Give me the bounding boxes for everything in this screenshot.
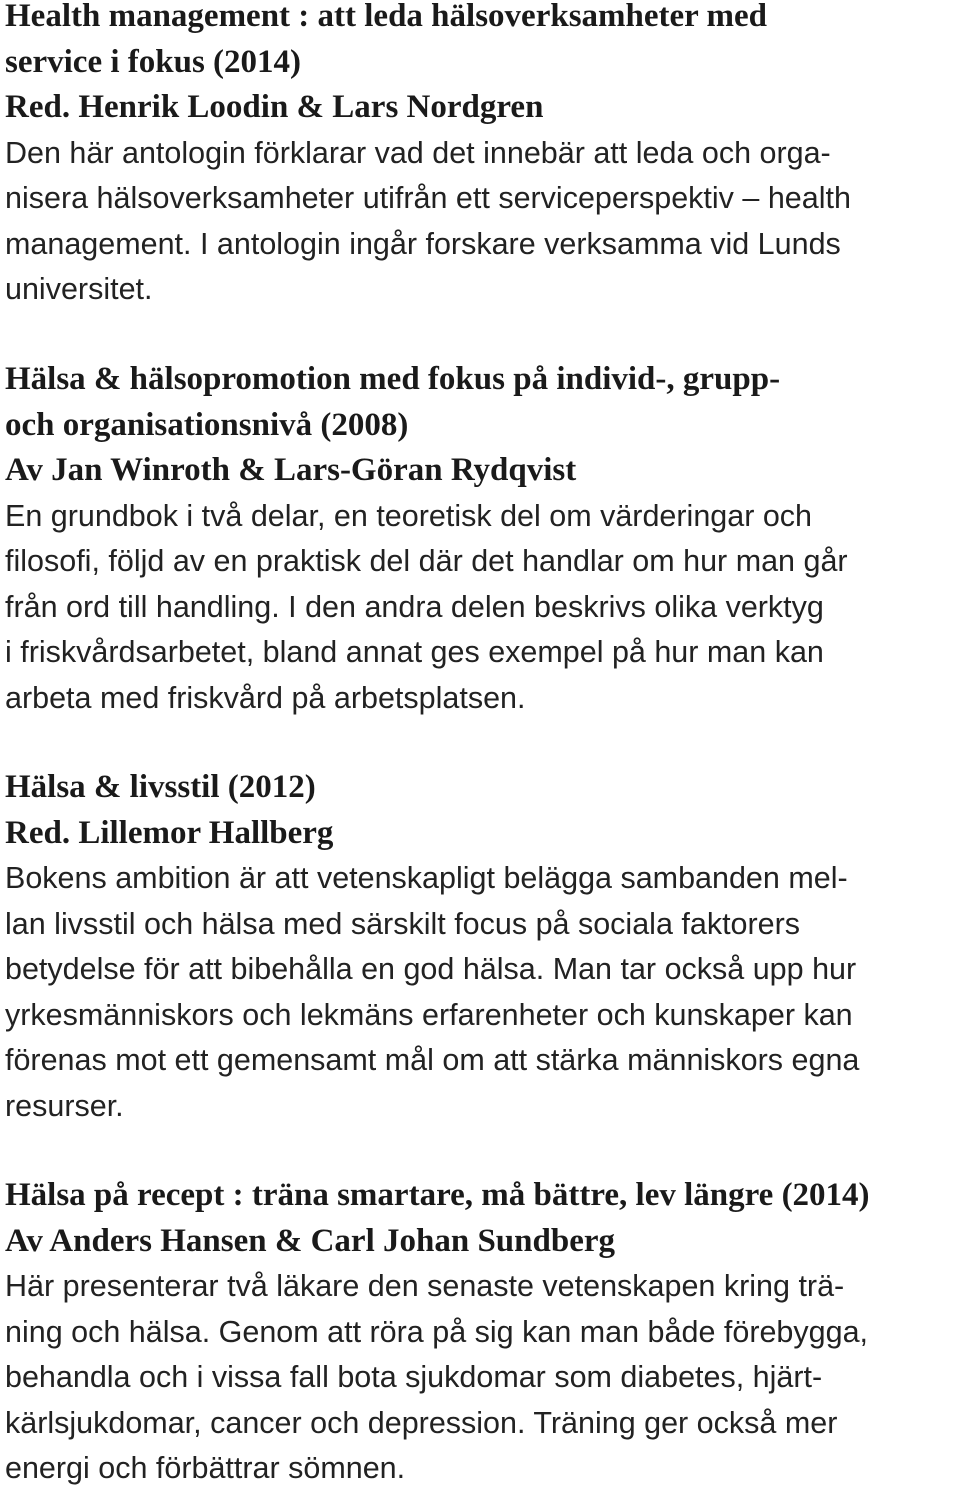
- book-title: Hälsa & livsstil (2012): [5, 769, 316, 805]
- book-author: Av Anders Hansen & Carl Johan Sundberg: [5, 1222, 616, 1259]
- book-description: management. I antologin ingår forskare verksamma vid Lunds: [5, 226, 841, 261]
- book-description: förenas mot ett gemensamt mål om att stärka människors egna: [5, 1043, 860, 1077]
- book-description: Här presenterar två läkare den senaste vetenskapen kring trä-: [5, 1269, 845, 1303]
- book-description: nisera hälsoverksamheter utifrån ett serviceperspektiv – health: [5, 181, 851, 215]
- book-title: service i fokus (2014): [5, 43, 302, 80]
- book-description: resurser.: [5, 1088, 124, 1123]
- book-description: kärlsjukdomar, cancer och depression. Träning ger också mer: [5, 1405, 838, 1440]
- book-author: Av Jan Winroth & Lars-Göran Rydqvist: [5, 452, 577, 488]
- book-entry: [5, 1173, 955, 1492]
- book-description: universitet.: [5, 272, 153, 306]
- book-description: i friskvårdsarbetet, bland annat ges exempel på hur man kan: [5, 635, 824, 669]
- book-title: Health management : att leda hälsoverksamheter med: [5, 0, 767, 34]
- book-description: betydelse för att bibehålla en god hälsa. Man tar också upp hur: [5, 952, 857, 986]
- book-author: Red. Henrik Loodin & Lars Nordgren: [5, 89, 544, 125]
- book-description: Den här antologin förklarar vad det innebär att leda och orga-: [5, 135, 831, 170]
- book-entry: [5, 765, 955, 1129]
- book-description: En grundbok i två delar, en teoretisk del om värderingar och: [5, 498, 813, 533]
- book-description: Bokens ambition är att vetenskapligt belägga sambanden mel-: [5, 861, 848, 895]
- book-description: ning och hälsa. Genom att röra på sig kan man både förebygga,: [5, 1314, 869, 1349]
- book-description: från ord till handling. I den andra delen beskrivs olika verktyg: [5, 589, 824, 624]
- book-description: filosofi, följd av en praktisk del där det handlar om hur man går: [5, 544, 848, 578]
- book-description: arbeta med friskvård på arbetsplatsen.: [5, 680, 526, 715]
- book-entry: [5, 0, 955, 313]
- book-title: och organisationsnivå (2008): [5, 406, 409, 443]
- book-title: Hälsa på recept : träna smartare, må bättre, lev längre (2014): [5, 1177, 870, 1213]
- book-author: Red. Lillemor Hallberg: [5, 814, 334, 851]
- book-description: yrkesmänniskors och lekmäns erfarenheter och kunskaper kan: [5, 997, 853, 1032]
- book-description: behandla och i vissa fall bota sjukdomar som diabetes, hjärt-: [5, 1360, 823, 1394]
- book-entry: [5, 357, 955, 721]
- book-title: Hälsa & hälsopromotion med fokus på individ-, grupp-: [5, 361, 781, 397]
- book-description: lan livsstil och hälsa med särskilt focus på sociala faktorers: [5, 906, 801, 941]
- book-description: energi och förbättrar sömnen.: [5, 1451, 406, 1485]
